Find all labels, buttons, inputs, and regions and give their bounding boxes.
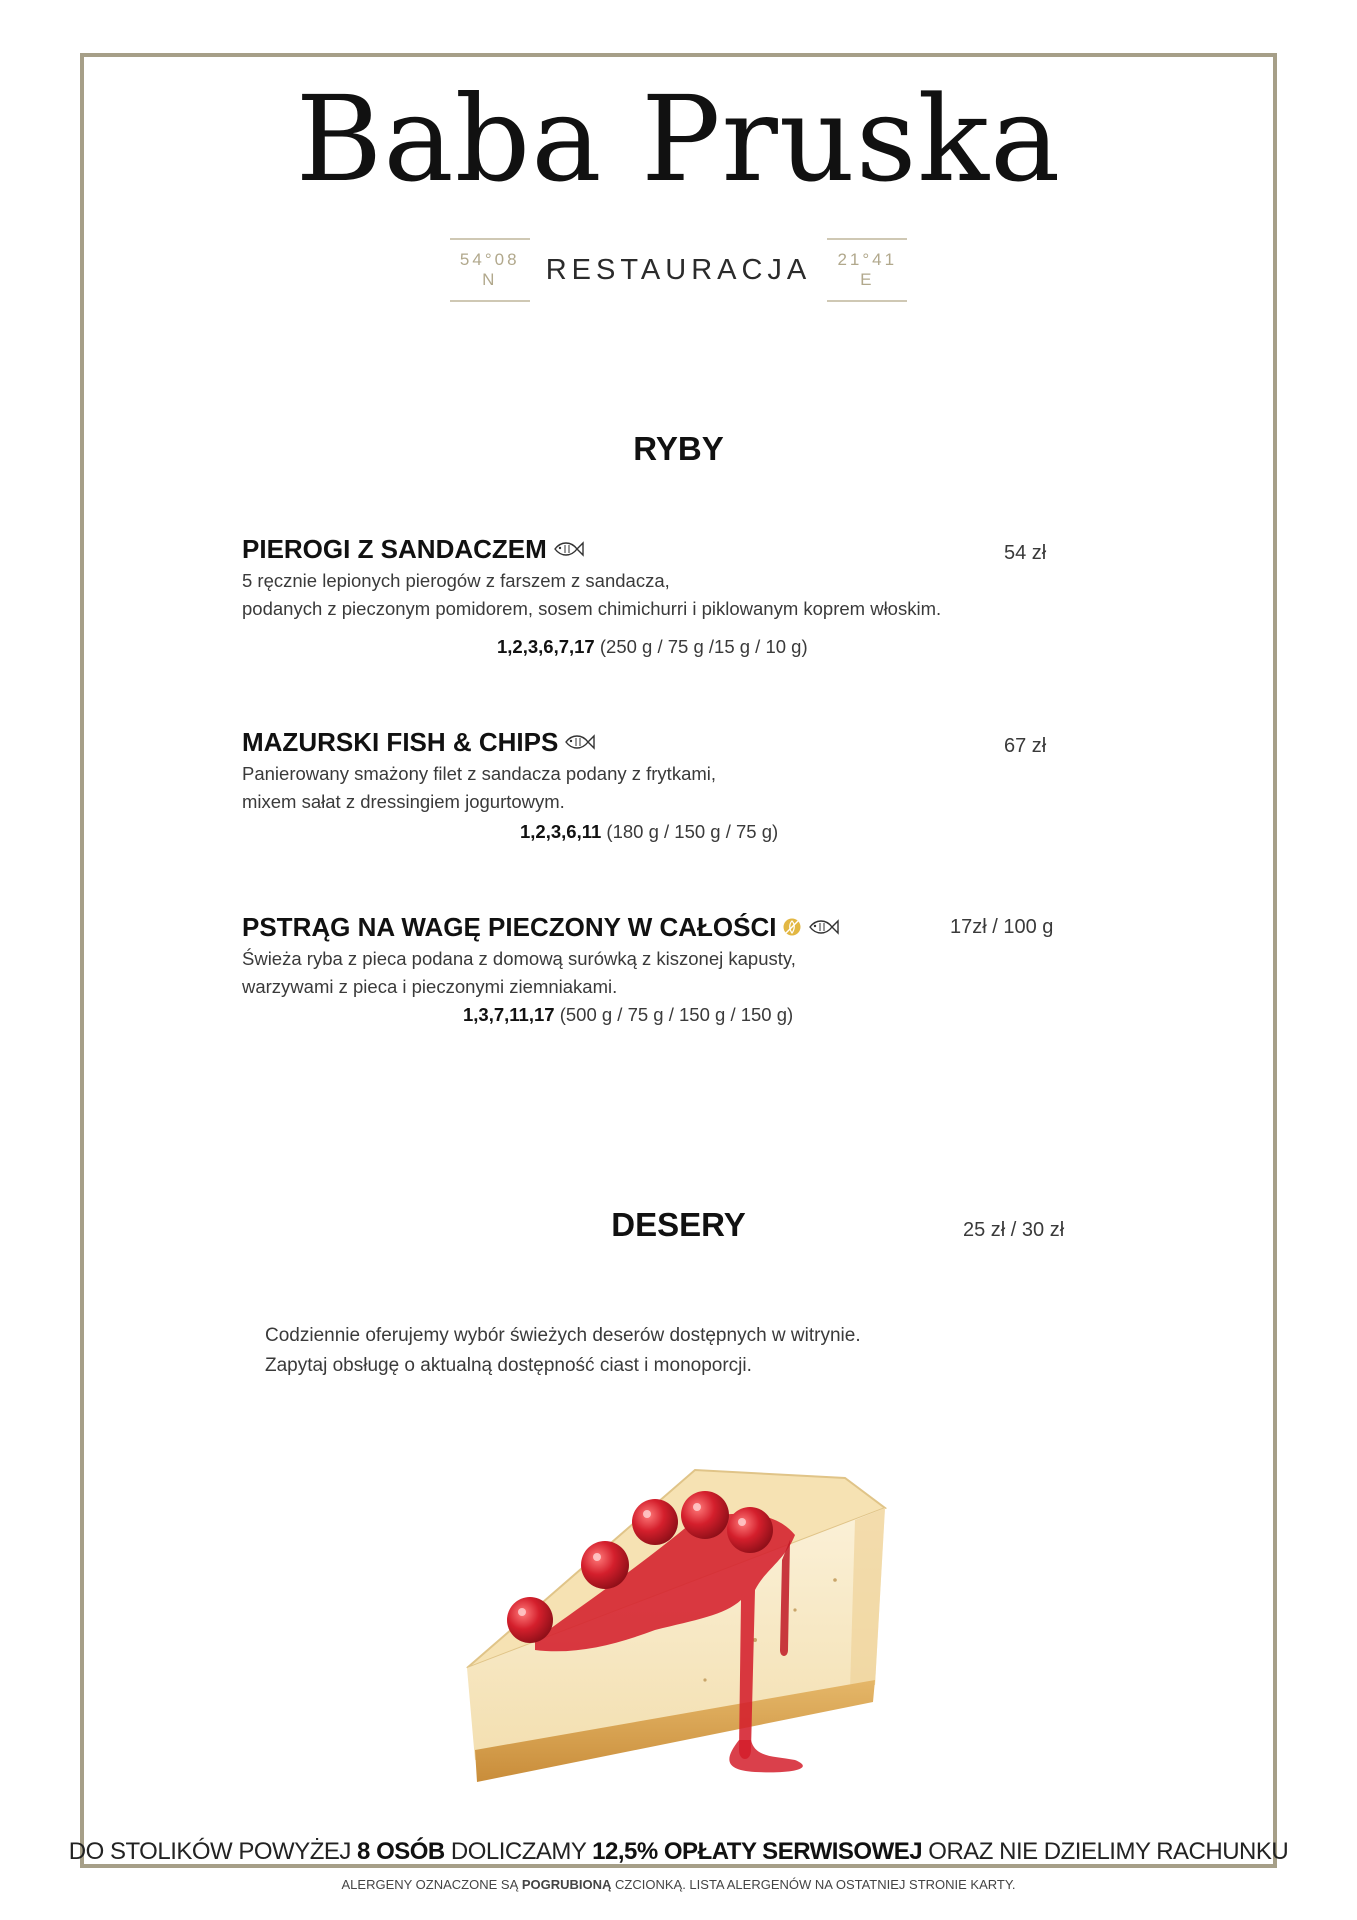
dish-name-row bbox=[242, 533, 1082, 565]
portion-weights: (180 g / 150 g / 75 g) bbox=[606, 821, 779, 842]
portion-weights: (250 g / 75 g /15 g / 10 g) bbox=[599, 636, 808, 657]
dish-description-line: 5 ręcznie lepionych pierogów z farszem z sandacza, bbox=[242, 570, 670, 591]
notice-emphasis: 8 OSÓB bbox=[357, 1838, 445, 1865]
dish-price: 54 zł bbox=[1004, 542, 1047, 564]
section-title-desery: DESERY bbox=[611, 1206, 746, 1243]
dish-description-line: Świeża ryba z pieca podana z domową surówką z kiszonej kapusty, bbox=[242, 948, 796, 969]
dish-description-line: mixem sałat z dressingiem jogurtowym. bbox=[242, 791, 565, 812]
dish-allergens bbox=[497, 633, 1337, 661]
desery-description bbox=[265, 1321, 861, 1381]
dish-name-row bbox=[242, 726, 1082, 758]
fish-icon bbox=[808, 918, 840, 936]
notice-text: ALERGENY OZNACZONE SĄ bbox=[341, 1877, 522, 1892]
menu-item bbox=[242, 726, 1082, 846]
menu-item bbox=[242, 533, 1082, 661]
notice-emphasis: POGRUBIONĄ bbox=[521, 1877, 612, 1892]
cheesecake-illustration bbox=[455, 1440, 915, 1804]
portion-weights: (500 g / 75 g / 150 g / 150 g) bbox=[559, 1004, 794, 1025]
restaurant-name: Baba Pruska bbox=[295, 70, 1062, 208]
fish-icon bbox=[553, 540, 585, 558]
notice-text: CZCIONKĄ. LISTA ALERGENÓW NA OSTATNIEJ STRONIE KARTY. bbox=[611, 1877, 1016, 1892]
dish-description bbox=[242, 567, 1082, 623]
desery-price: 25 zł / 30 zł bbox=[963, 1219, 1065, 1241]
allergen-codes: 1,3,7,11,17 bbox=[463, 1004, 555, 1025]
dish-price: 17zł / 100 g bbox=[950, 916, 1054, 938]
desery-description-line: Zapytaj obsługę o aktualną dostępność ciast i monoporcji. bbox=[265, 1355, 752, 1376]
dish-description-line: podanych z pieczonym pomidorem, sosem chimichurri i piklowanym koprem włoskim. bbox=[242, 598, 942, 619]
dish-description bbox=[242, 945, 1082, 1001]
section-title-ryby: RYBY bbox=[633, 430, 724, 467]
dish-price: 67 zł bbox=[1004, 735, 1047, 757]
dish-name: PSTRĄG NA WAGĘ PIECZONY W CAŁOŚCI bbox=[242, 912, 777, 942]
coordinate-latitude: 54°08 N bbox=[450, 238, 530, 302]
dish-description-line: warzywami z pieca i pieczonymi ziemniakami. bbox=[242, 976, 618, 997]
allergen-codes: 1,2,3,6,11 bbox=[520, 821, 602, 842]
restaurant-subline bbox=[0, 238, 1357, 302]
notice-text: ORAZ NIE DZIELIMY RACHUNKU bbox=[922, 1838, 1289, 1865]
coordinate-longitude: 21°41 E bbox=[827, 238, 907, 302]
notice-emphasis: 12,5% OPŁATY SERWISOWEJ bbox=[592, 1838, 923, 1865]
fish-icon bbox=[564, 733, 596, 751]
notice-text: DOLICZAMY bbox=[444, 1838, 593, 1865]
desery-description-line: Codziennie oferujemy wybór świeżych deserów dostępnych w witrynie. bbox=[265, 1325, 861, 1346]
dish-name: PIEROGI Z SANDACZEM bbox=[242, 534, 547, 564]
dish-name: MAZURSKI FISH & CHIPS bbox=[242, 727, 559, 757]
allergen-notice bbox=[0, 1877, 1357, 1892]
gluten-free-icon bbox=[782, 917, 802, 937]
restaurant-subtitle: RESTAURACJA bbox=[545, 253, 812, 286]
dish-description-line: Panierowany smażony filet z sandacza podany z frytkami, bbox=[242, 763, 717, 784]
notice-text: DO STOLIKÓW POWYŻEJ bbox=[68, 1838, 358, 1865]
dish-allergens bbox=[463, 1001, 1303, 1029]
allergen-codes: 1,2,3,6,7,17 bbox=[497, 636, 595, 657]
service-fee-notice bbox=[0, 1838, 1357, 1866]
dish-allergens bbox=[520, 818, 1357, 846]
dish-description bbox=[242, 760, 1082, 816]
